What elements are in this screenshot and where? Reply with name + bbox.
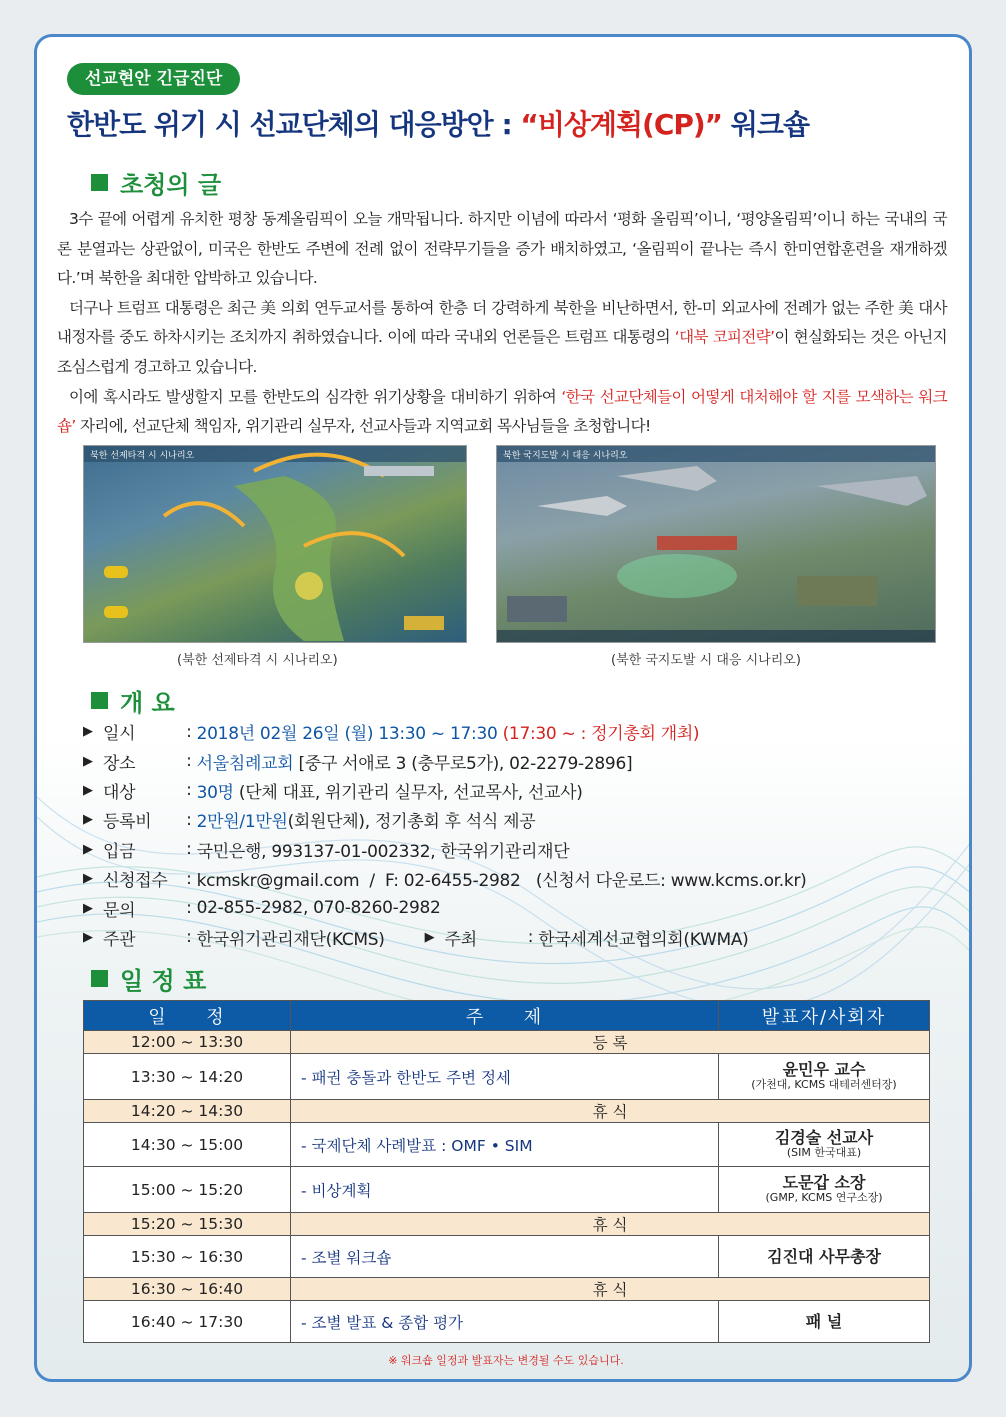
intro-p2-text-a: 더구나 트럼프 대통령은 최근 美 의회 연두교서를 통하여 한층 더 강력하게 북한을 비난하면서, 한-미 외교사에 전례가 없는 주한 美 대사 내정자를 중도 하차시키는 조치까지 취하였습니다. 이에 따라 국내외 언론들은 트럼프 대통령의	[57, 298, 947, 347]
value-deposit: 국민은행, 993137-01-002332, 한국위기관리재단	[196, 841, 570, 862]
intro-paragraph-3	[57, 383, 947, 442]
speaker-name: 윤민우 교수	[782, 1059, 866, 1079]
value-contact: 02-855-2982, 070-8260-2982	[196, 898, 441, 919]
row-topic: - 조별 워크숍	[291, 1236, 719, 1278]
intro-paragraph-1: 3수 끝에 어렵게 유치한 평창 동계올림픽이 오늘 개막됩니다. 하지만 이념에 따라서 ‘평화 올림픽’이니, ‘평양올림픽’이니 하는 국내의 국론 분열과는 상관없이, 미국은 한반도 주변에 전례 없이 전략무기들을 증가 배치하였고, ‘올림픽이 끝나는 즉시 한미연합훈련을 재개하겠다.’며 북한을 최대한 압박하고 있습니다.	[57, 210, 947, 288]
value-target-desc: (단체 대표, 위기관리 실무자, 선교목사, 선교사)	[238, 782, 583, 803]
table-row	[84, 1031, 930, 1054]
table-row	[84, 1123, 930, 1167]
triangle-bullet-icon: ▶	[83, 782, 93, 798]
speaker-affiliation: (가천대, KCMS 대테러센터장)	[751, 1077, 897, 1091]
label-organizer: 주최	[444, 929, 477, 950]
triangle-bullet-icon: ▶	[83, 929, 93, 945]
overview-place: ▶ 장소 : 서울침례교회 [중구 서애로 3 (충무로5가), 02-2279-2896]	[83, 746, 943, 775]
row-topic: - 조별 발표 & 종합 평가	[291, 1301, 719, 1343]
table-row	[84, 1301, 930, 1343]
table-row	[84, 1213, 930, 1236]
value-place-name: 서울침례교회	[196, 753, 294, 774]
triangle-bullet-icon: ▶	[83, 724, 93, 740]
header-time: 일 정	[84, 1001, 291, 1031]
intro-p3-highlight: ‘한국 선교단체들이 어떻게 대처해야 할 지를 모색하는 워크숍’	[57, 387, 947, 436]
image-title-left: 북한 선제타격 시 시나리오	[90, 451, 195, 461]
row-time: 12:00 ~ 13:30	[84, 1031, 291, 1054]
title-prefix: 한반도 위기 시 선교단체의 대응방안 :	[67, 108, 521, 141]
row-time: 14:30 ~ 15:00	[84, 1123, 291, 1167]
row-speaker	[719, 1167, 930, 1213]
overview-target: ▶ 대상 : 30명 (단체 대표, 위기관리 실무자, 선교목사, 선교사)	[83, 776, 943, 805]
table-row	[84, 1054, 930, 1100]
triangle-bullet-icon: ▶	[83, 900, 93, 916]
row-speaker	[719, 1054, 930, 1100]
label-host: 주관	[103, 929, 136, 950]
row-topic: - 국제단체 사례발표 : OMF • SIM	[291, 1123, 719, 1167]
triangle-bullet-icon: ▶	[83, 753, 93, 769]
header-speaker: 발표자/사회자	[719, 1001, 930, 1031]
schedule-change-note: ※ 워크숍 일정과 발표자는 변경될 수도 있습니다.	[388, 1354, 624, 1367]
triangle-bullet-icon: ▶	[83, 841, 93, 857]
row-time: 14:20 ~ 14:30	[84, 1100, 291, 1123]
row-time: 16:40 ~ 17:30	[84, 1301, 291, 1343]
square-bullet-icon	[91, 692, 108, 709]
caption-left: (북한 선제타격 시 시나리오)	[177, 653, 338, 668]
overview-deposit: ▶ 입금 : 국민은행, 993137-01-002332, 한국위기관리재단	[83, 835, 943, 864]
scenario-image-preemptive-strike	[83, 445, 467, 643]
section-heading-schedule	[91, 961, 206, 996]
label-date: 일시	[103, 724, 136, 745]
intro-p3-text-a: 이에 혹시라도 발생할지 모를 한반도의 심각한 위기상황을 대비하기 위하여	[69, 387, 562, 406]
triangle-bullet-icon: ▶	[83, 812, 93, 828]
label-target: 대상	[103, 782, 136, 803]
row-time: 15:20 ~ 15:30	[84, 1213, 291, 1236]
label-apply: 신청접수	[103, 871, 168, 892]
scenario-image-local-provocation	[496, 445, 936, 643]
label-contact: 문의	[103, 900, 136, 921]
caption-right: (북한 국지도발 시 대응 시나리오)	[611, 653, 801, 668]
row-break-label: 휴 식	[291, 1278, 930, 1301]
main-title	[67, 103, 947, 143]
square-bullet-icon	[91, 174, 108, 191]
title-suffix: 워크숍	[722, 108, 809, 141]
overview-contact: ▶ 문의 : 02-855-2982, 070-8260-2982	[83, 893, 943, 922]
section-heading-text: 초청의 글	[120, 171, 222, 199]
poster-frame	[34, 34, 972, 1382]
category-badge: 선교현안 긴급진단	[67, 63, 240, 95]
intro-p3-text-b: 자리에, 선교단체 책임자, 위기관리 실무자, 선교사들과 지역교회 목사님들을 초청합니다!	[75, 417, 651, 436]
overview-host-organizer: ▶ 주관 : 한국위기관리재단(KCMS) ▶ 주최 : 한국세계선교협의회(KWMA)	[83, 923, 943, 952]
square-bullet-icon	[91, 970, 108, 987]
row-time: 13:30 ~ 14:20	[84, 1054, 291, 1100]
section-heading-text: 일 정 표	[120, 967, 207, 995]
row-time: 15:00 ~ 15:20	[84, 1167, 291, 1213]
intro-paragraph-2	[57, 294, 947, 383]
label-fee: 등록비	[103, 812, 152, 833]
row-topic: - 패권 충돌과 한반도 주변 정세	[291, 1054, 719, 1100]
label-deposit: 입금	[103, 841, 136, 862]
section-heading-overview	[91, 683, 175, 718]
triangle-bullet-icon: ▶	[424, 929, 435, 945]
row-speaker	[719, 1236, 930, 1278]
speaker-name: 도문갑 소장	[782, 1172, 866, 1192]
row-break-label: 휴 식	[291, 1100, 930, 1123]
row-time: 15:30 ~ 16:30	[84, 1236, 291, 1278]
table-row	[84, 1278, 930, 1301]
invitation-letter	[57, 205, 947, 442]
value-place-address: [중구 서애로 3 (충무로5가), 02-2279-2896]	[298, 753, 633, 774]
value-apply: kcmskr@gmail.com / F: 02-6455-2982 (신청서 다운로드: www.kcms.or.kr)	[196, 871, 807, 892]
overview-apply: ▶ 신청접수 : kcmskr@gmail.com / F: 02-6455-2982 (신청서 다운로드: www.kcms.or.kr)	[83, 864, 943, 893]
speaker-name: 김경술 선교사	[774, 1127, 874, 1147]
schedule-table	[83, 1000, 930, 1343]
intro-p2-highlight: ‘대북 코피전략’	[674, 328, 775, 347]
section-heading-text: 개 요	[120, 689, 175, 717]
section-heading-invite	[91, 165, 221, 200]
overview-fee: ▶ 등록비 : 2만원/1만원 (회원단체), 정기총회 후 석식 제공	[83, 805, 943, 834]
label-place: 장소	[103, 753, 136, 774]
overview-date: ▶ 일시 : 2018년 02월 26일 (월) 13:30 ~ 17:30 (17:30 ~ : 정기총회 개최)	[83, 717, 943, 746]
speaker-affiliation: (GMP, KCMS 연구소장)	[765, 1190, 883, 1204]
title-highlight: “비상계획(CP)”	[520, 108, 723, 141]
intro-p2-text-b: 이 현실화되는 것은 아닌지 조심스럽게 경고하고 있습니다.	[57, 328, 947, 376]
value-host: 한국위기관리재단(KCMS)	[196, 929, 385, 950]
speaker-name: 패 널	[805, 1312, 843, 1331]
value-fee-amount: 2만원/1만원	[196, 812, 288, 833]
value-organizer: 한국세계선교협의회(KWMA)	[538, 929, 749, 950]
row-break-label: 휴 식	[291, 1213, 930, 1236]
map-illustration-left	[84, 446, 467, 643]
row-break-label: 등 록	[291, 1031, 930, 1054]
header-topic: 주 제	[291, 1001, 719, 1031]
value-general-meeting: (17:30 ~ : 정기총회 개최)	[502, 724, 700, 745]
table-row	[84, 1100, 930, 1123]
row-time: 16:30 ~ 16:40	[84, 1278, 291, 1301]
row-topic: - 비상계획	[291, 1167, 719, 1213]
value-fee-desc: (회원단체), 정기총회 후 석식 제공	[287, 812, 536, 833]
row-speaker	[719, 1301, 930, 1343]
value-date: 2018년 02월 26일 (월) 13:30 ~ 17:30	[196, 724, 498, 745]
schedule-header-row	[84, 1001, 930, 1031]
row-speaker	[719, 1123, 930, 1167]
value-target-count: 30명	[196, 782, 234, 803]
map-illustration-right	[497, 446, 936, 643]
table-row	[84, 1236, 930, 1278]
speaker-affiliation: (SIM 한국대표)	[786, 1145, 862, 1159]
overview-list	[83, 717, 943, 952]
image-title-right: 북한 국지도발 시 대응 시나리오	[503, 451, 628, 461]
speaker-name: 김진대 사무총장	[767, 1247, 881, 1266]
table-row	[84, 1167, 930, 1213]
triangle-bullet-icon: ▶	[83, 871, 93, 887]
